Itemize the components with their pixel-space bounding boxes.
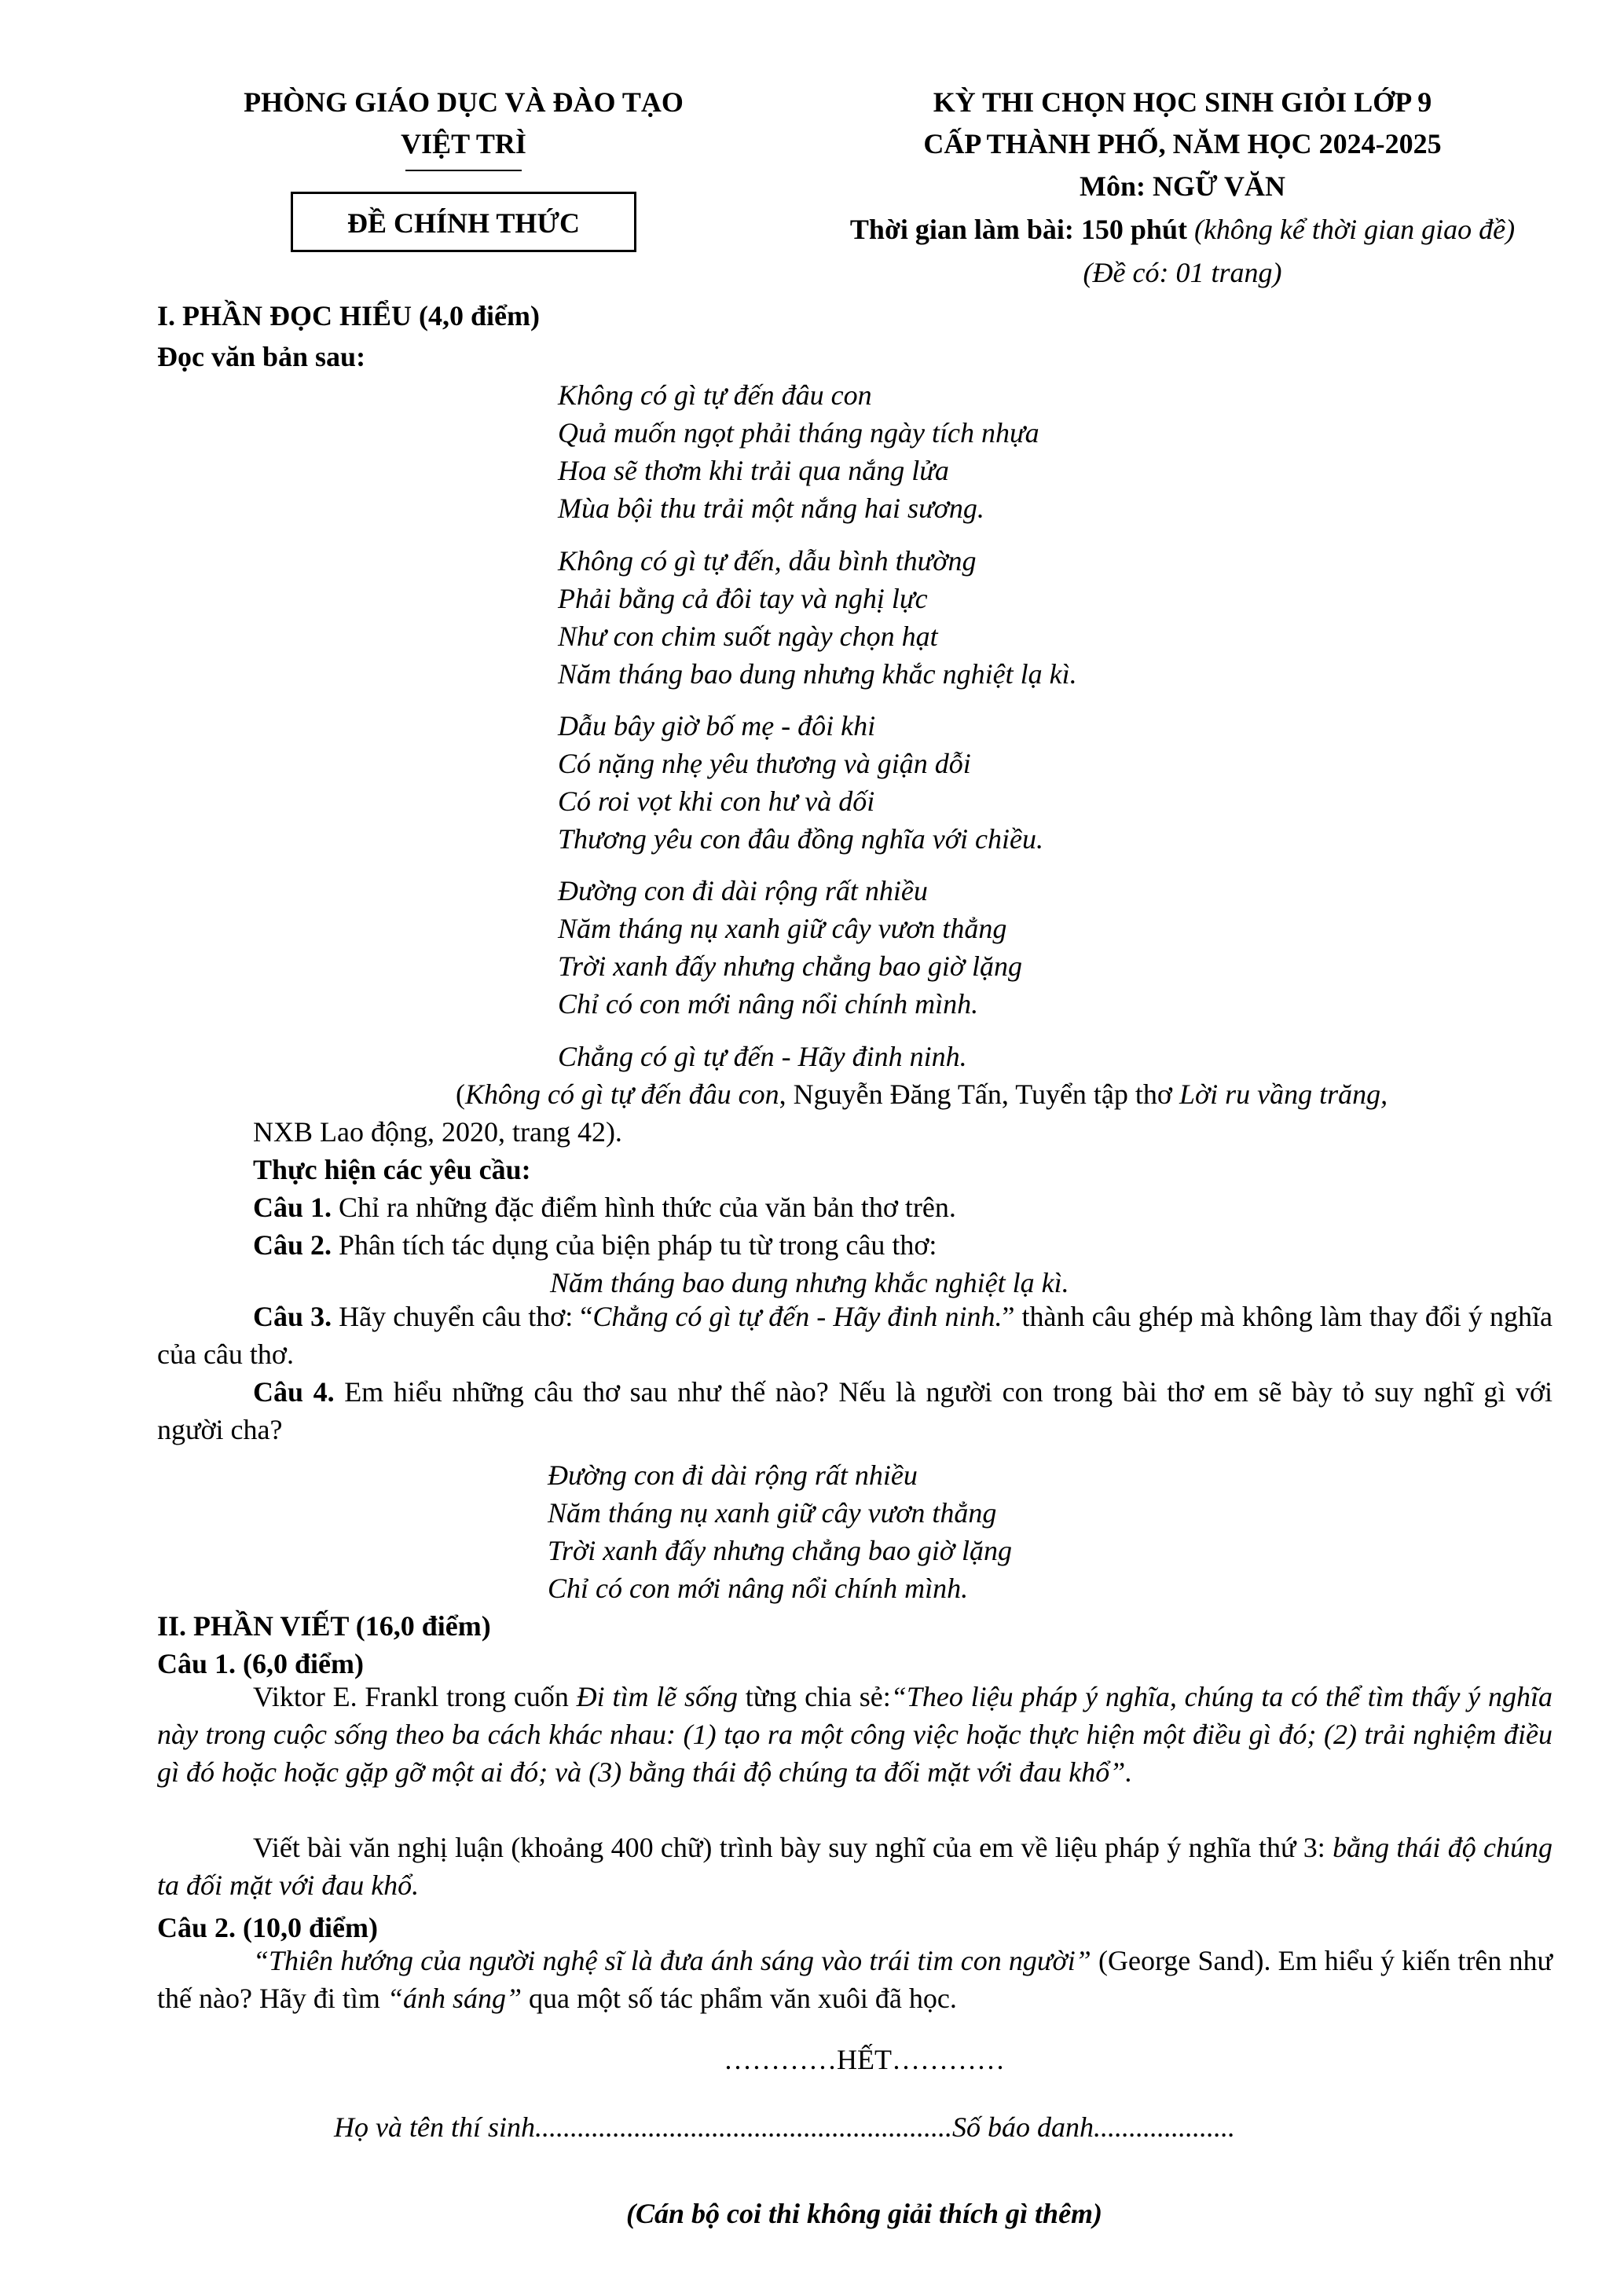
poem-line: Như con chim suốt ngày chọn hạt [558,621,938,652]
poem-source-publisher: NXB Lao động, 2020, trang 42). [253,1116,622,1148]
poem-line: Thương yêu con đâu đồng nghĩa với chiều. [558,823,1043,855]
part2-title: II. PHẦN VIẾT (16,0 điểm) [157,1610,491,1642]
poem-line: Hoa sẽ thơm khi trải qua nắng lửa [558,455,949,486]
exam-title: KỲ THI CHỌN HỌC SINH GIỎI LỚP 9 [933,86,1432,118]
poem-line: Chẳng có gì tự đến - Hãy đinh ninh. [558,1041,967,1072]
poem-line: Quả muốn ngọt phải tháng ngày tích nhựa [558,417,1039,449]
question-4-quote-line: Năm tháng nụ xanh giữ cây vươn thẳng [548,1497,997,1529]
part2-question-1-prompt: Viktor E. Frankl trong cuốn Đi tìm lẽ sống từng chia sẻ:“Theo liệu pháp ý nghĩa, chúng ta có thể tìm thấy ý nghĩa này trong cuộc sống theo ba cách khác nhau: (1) tạo ra một công việc hoặc thực hiện một điều gì đó; (2) trải nghiệm điều gì đó hoặc hoặc gặp gỡ một ai đó; và (3) bằng thái độ chúng ta đối mặt với đau khổ”. [157,1681,1553,1788]
header-underline [405,170,522,171]
question-4-quote-line: Đường con đi dài rộng rất nhiều [548,1459,918,1491]
poem-line: Có nặng nhẹ yêu thương và giận dỗi [558,748,971,779]
question-3: Câu 3. Hãy chuyển câu thơ: “Chẳng có gì tự đến - Hãy đinh ninh.” thành câu ghép mà không làm thay đổi ý nghĩa của câu thơ. [157,1301,1553,1370]
department-name: PHÒNG GIÁO DỤC VÀ ĐÀO TẠO [244,86,684,118]
poem-source: (Không có gì tự đến đâu con, Nguyễn Đăng Tấn, Tuyển tập thơ Lời ru vầng trăng, [456,1078,1388,1110]
end-marker: …………HẾT………… [724,2044,1005,2075]
poem-line: Không có gì tự đến đâu con [558,379,872,411]
question-2-quote: Năm tháng bao dung nhưng khắc nghiệt lạ kì. [550,1267,1069,1298]
part2-question-1-task: Viết bài văn nghị luận (khoảng 400 chữ) trình bày suy nghĩ của em về liệu pháp ý nghĩa thứ 3: bằng thái độ chúng ta đối mặt với đau khổ. [157,1832,1553,1901]
official-label: ĐỀ CHÍNH THỨC [346,207,581,239]
requirements-heading: Thực hiện các yêu cầu: [253,1154,531,1185]
poem-line: Trời xanh đấy nhưng chẳng bao giờ lặng [558,950,1023,982]
poem-line: Dẫu bây giờ bố mẹ - đôi khi [558,710,876,742]
poem-line: Năm tháng nụ xanh giữ cây vươn thẳng [558,913,1007,944]
question-2: Câu 2. Phân tích tác dụng của biện pháp tu từ trong câu thơ: [253,1229,937,1261]
proctor-note: (Cán bộ coi thi không giải thích gì thêm) [625,2198,1103,2229]
poem-line: Chỉ có con mới nâng nổi chính mình. [558,988,979,1020]
question-4: Câu 4. Em hiểu những câu thơ sau như thế nào? Nếu là người con trong bài thơ em sẽ bày tỏ suy nghĩ gì với người cha? [157,1376,1553,1445]
question-1: Câu 1. Chỉ ra những đặc điểm hình thức của văn bản thơ trên. [253,1192,956,1223]
exam-subject: Môn: NGỮ VĂN [1080,170,1285,202]
poem-line: Có roi vọt khi con hư và dối [558,785,875,817]
question-4-quote-line: Chỉ có con mới nâng nổi chính mình. [548,1573,969,1604]
candidate-info-line: Họ và tên thí sinh...........................................................Số báo danh.................... [334,2111,1235,2143]
poem-line: Phải bằng cả đôi tay và nghị lực [558,583,928,614]
part2-question-2-prompt: “Thiên hướng của người nghệ sĩ là đưa ánh sáng vào trái tim con người” (George Sand). Em hiểu ý kiến trên như thế nào? Hãy đi tìm “ánh sáng” qua một số tác phẩm văn xuôi đã học. [157,1945,1553,2014]
district-name: VIỆT TRÌ [401,128,526,159]
exam-pages-note: (Đề có: 01 trang) [1083,257,1282,288]
poem-line: Không có gì tự đến, dẫu bình thường [558,545,977,577]
exam-time: Thời gian làm bài: 150 phút (không kể thời gian giao đề) [849,214,1516,245]
part2-question-2-title: Câu 2. (10,0 điểm) [157,1912,378,1943]
part1-instruction: Đọc văn bản sau: [157,341,366,372]
poem-line: Mùa bội thu trải một nắng hai sương. [558,493,984,524]
poem-line: Đường con đi dài rộng rất nhiều [558,875,928,906]
part2-question-1-title: Câu 1. (6,0 điểm) [157,1648,364,1679]
exam-level-year: CẤP THÀNH PHỐ, NĂM HỌC 2024-2025 [923,128,1442,159]
part1-title: I. PHẦN ĐỌC HIỂU (4,0 điểm) [157,300,540,331]
poem-line: Năm tháng bao dung nhưng khắc nghiệt lạ kì. [558,658,1077,690]
official-box [291,192,636,252]
question-4-quote-line: Trời xanh đấy nhưng chẳng bao giờ lặng [548,1535,1013,1566]
